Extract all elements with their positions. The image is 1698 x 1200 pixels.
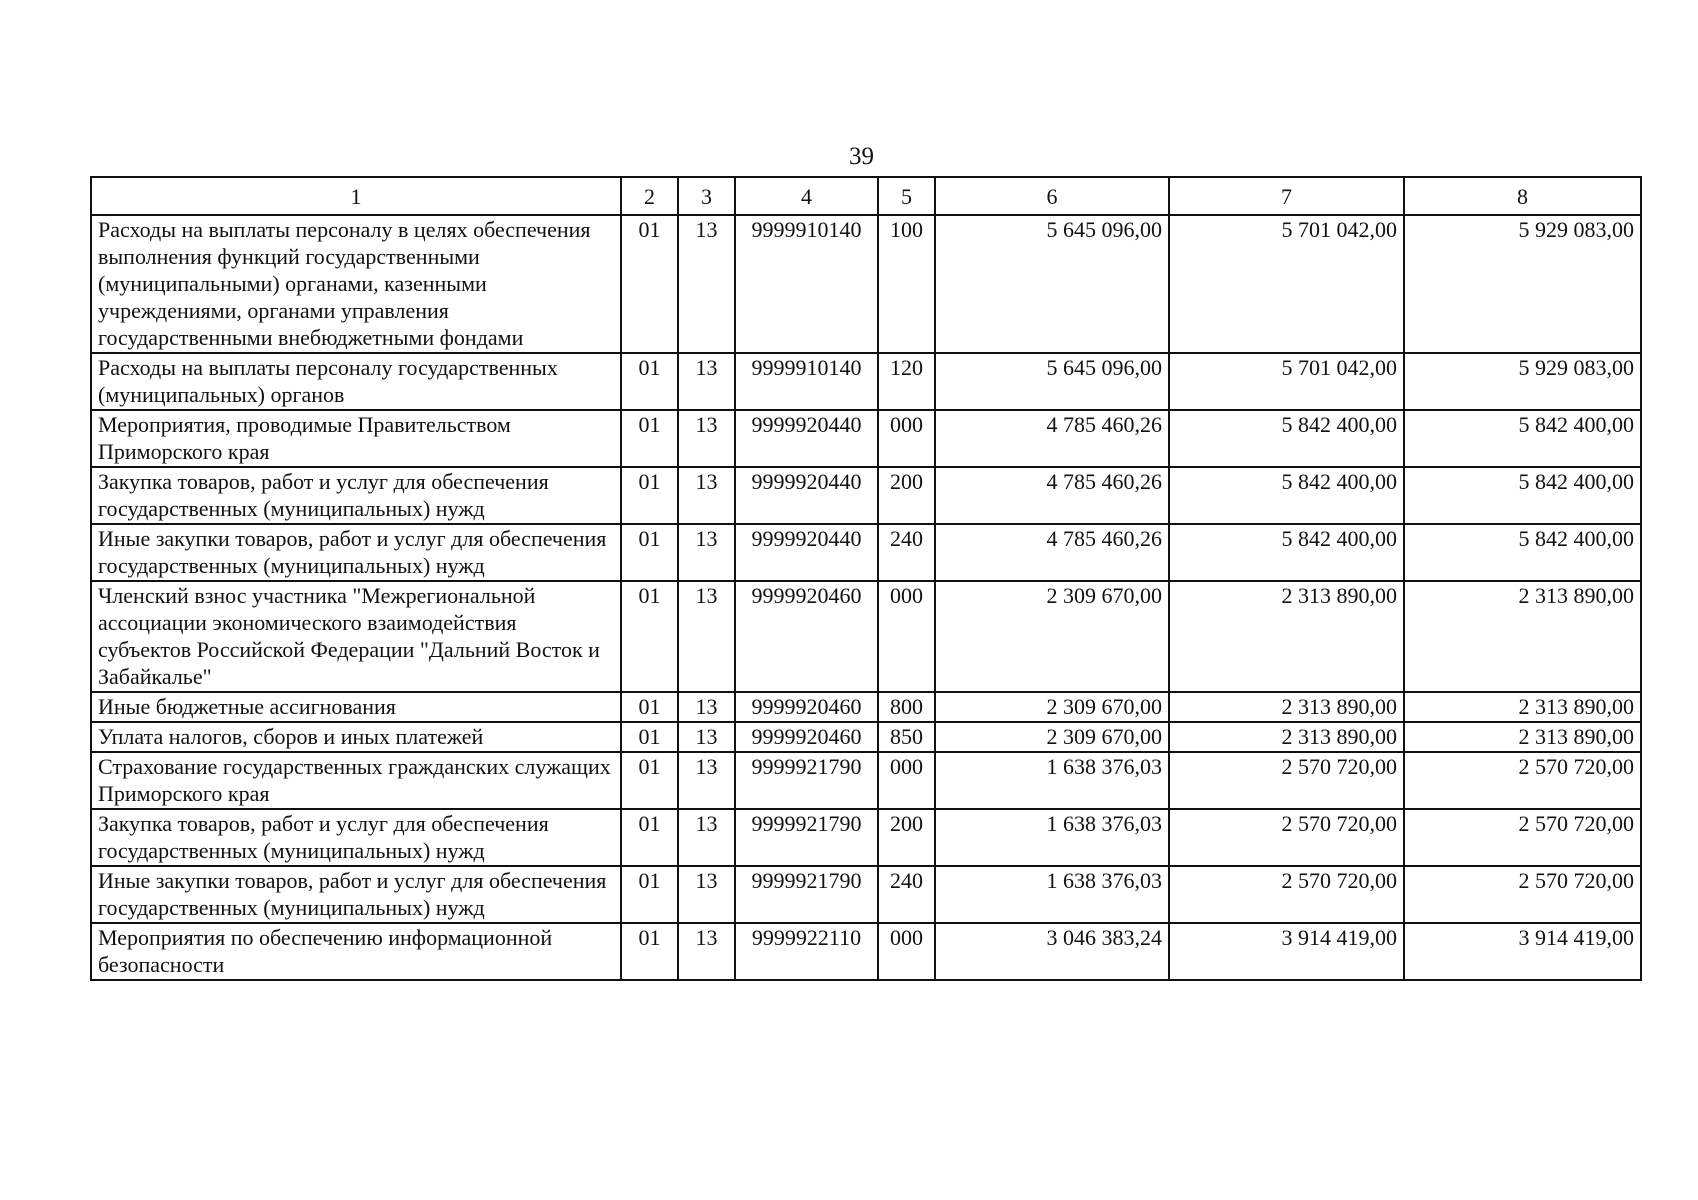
amount-col-7: 5 842 400,00 xyxy=(1169,410,1404,467)
amount-col-7: 2 313 890,00 xyxy=(1169,581,1404,692)
subsection-code: 13 xyxy=(678,752,735,809)
column-header: 8 xyxy=(1404,177,1641,215)
amount-col-8: 5 929 083,00 xyxy=(1404,353,1641,410)
target-article-code: 9999921790 xyxy=(735,752,878,809)
amount-col-8: 5 842 400,00 xyxy=(1404,524,1641,581)
amount-col-6: 1 638 376,03 xyxy=(935,809,1169,866)
row-name: Закупка товаров, работ и услуг для обеспечения государственных (муниципальных) нужд xyxy=(91,467,621,524)
row-name: Мероприятия, проводимые Правительством Приморского края xyxy=(91,410,621,467)
column-header: 5 xyxy=(878,177,935,215)
table-row xyxy=(91,581,1641,692)
target-article-code: 9999920460 xyxy=(735,722,878,752)
subsection-code: 13 xyxy=(678,722,735,752)
column-header: 7 xyxy=(1169,177,1404,215)
amount-col-6: 1 638 376,03 xyxy=(935,752,1169,809)
amount-col-6: 3 046 383,24 xyxy=(935,923,1169,980)
amount-col-8: 2 570 720,00 xyxy=(1404,752,1641,809)
target-article-code: 9999920460 xyxy=(735,581,878,692)
subsection-code: 13 xyxy=(678,581,735,692)
subsection-code: 13 xyxy=(678,809,735,866)
amount-col-8: 5 842 400,00 xyxy=(1404,410,1641,467)
section-code: 01 xyxy=(621,809,678,866)
subsection-code: 13 xyxy=(678,692,735,722)
amount-col-7: 5 842 400,00 xyxy=(1169,524,1404,581)
expense-type-code: 240 xyxy=(878,866,935,923)
table-row xyxy=(91,215,1641,353)
subsection-code: 13 xyxy=(678,410,735,467)
expense-type-code: 120 xyxy=(878,353,935,410)
expense-type-code: 200 xyxy=(878,467,935,524)
row-name: Иные закупки товаров, работ и услуг для обеспечения государственных (муниципальных) нужд xyxy=(91,866,621,923)
amount-col-6: 5 645 096,00 xyxy=(935,215,1169,353)
row-name: Страхование государственных гражданских служащих Приморского края xyxy=(91,752,621,809)
expense-type-code: 100 xyxy=(878,215,935,353)
amount-col-8: 3 914 419,00 xyxy=(1404,923,1641,980)
budget-table xyxy=(90,176,1642,981)
subsection-code: 13 xyxy=(678,215,735,353)
expense-type-code: 850 xyxy=(878,722,935,752)
subsection-code: 13 xyxy=(678,524,735,581)
amount-col-8: 2 570 720,00 xyxy=(1404,809,1641,866)
table-row xyxy=(91,809,1641,866)
column-header: 6 xyxy=(935,177,1169,215)
amount-col-8: 5 929 083,00 xyxy=(1404,215,1641,353)
section-code: 01 xyxy=(621,866,678,923)
expense-type-code: 800 xyxy=(878,692,935,722)
amount-col-6: 4 785 460,26 xyxy=(935,524,1169,581)
section-code: 01 xyxy=(621,410,678,467)
amount-col-7: 2 570 720,00 xyxy=(1169,866,1404,923)
amount-col-7: 2 313 890,00 xyxy=(1169,692,1404,722)
target-article-code: 9999921790 xyxy=(735,809,878,866)
row-name: Уплата налогов, сборов и иных платежей xyxy=(91,722,621,752)
amount-col-8: 2 313 890,00 xyxy=(1404,692,1641,722)
section-code: 01 xyxy=(621,692,678,722)
expense-type-code: 000 xyxy=(878,581,935,692)
amount-col-8: 2 570 720,00 xyxy=(1404,866,1641,923)
amount-col-8: 5 842 400,00 xyxy=(1404,467,1641,524)
table-row xyxy=(91,923,1641,980)
subsection-code: 13 xyxy=(678,353,735,410)
amount-col-8: 2 313 890,00 xyxy=(1404,722,1641,752)
section-code: 01 xyxy=(621,215,678,353)
page-number: 39 xyxy=(849,143,874,170)
row-name: Мероприятия по обеспечению информационной безопасности xyxy=(91,923,621,980)
column-header: 1 xyxy=(91,177,621,215)
table-row xyxy=(91,410,1641,467)
target-article-code: 9999921790 xyxy=(735,866,878,923)
table-row xyxy=(91,722,1641,752)
amount-col-7: 2 313 890,00 xyxy=(1169,722,1404,752)
table-row xyxy=(91,866,1641,923)
row-name: Членский взнос участника "Межрегиональной ассоциации экономического взаимодействия субъектов Российской Федерации "Дальний Восток и Забайкалье" xyxy=(91,581,621,692)
amount-col-7: 2 570 720,00 xyxy=(1169,752,1404,809)
target-article-code: 9999910140 xyxy=(735,353,878,410)
amount-col-6: 4 785 460,26 xyxy=(935,410,1169,467)
row-name: Закупка товаров, работ и услуг для обеспечения государственных (муниципальных) нужд xyxy=(91,809,621,866)
expense-type-code: 000 xyxy=(878,923,935,980)
amount-col-7: 5 701 042,00 xyxy=(1169,215,1404,353)
section-code: 01 xyxy=(621,524,678,581)
target-article-code: 9999920460 xyxy=(735,692,878,722)
amount-col-6: 2 309 670,00 xyxy=(935,581,1169,692)
row-name: Иные бюджетные ассигнования xyxy=(91,692,621,722)
subsection-code: 13 xyxy=(678,923,735,980)
target-article-code: 9999922110 xyxy=(735,923,878,980)
section-code: 01 xyxy=(621,752,678,809)
amount-col-7: 5 701 042,00 xyxy=(1169,353,1404,410)
target-article-code: 9999920440 xyxy=(735,467,878,524)
amount-col-6: 4 785 460,26 xyxy=(935,467,1169,524)
target-article-code: 9999920440 xyxy=(735,524,878,581)
target-article-code: 9999920440 xyxy=(735,410,878,467)
target-article-code: 9999910140 xyxy=(735,215,878,353)
table-row xyxy=(91,692,1641,722)
table-row xyxy=(91,752,1641,809)
section-code: 01 xyxy=(621,923,678,980)
amount-col-7: 5 842 400,00 xyxy=(1169,467,1404,524)
expense-type-code: 000 xyxy=(878,752,935,809)
column-header: 4 xyxy=(735,177,878,215)
section-code: 01 xyxy=(621,467,678,524)
row-name: Расходы на выплаты персоналу в целях обеспечения выполнения функций государственными (муниципальными) органами, казенными учреждениями, органами управления государственными внебюджетными фондами xyxy=(91,215,621,353)
column-header: 2 xyxy=(621,177,678,215)
amount-col-7: 2 570 720,00 xyxy=(1169,809,1404,866)
table-row xyxy=(91,467,1641,524)
expense-type-code: 000 xyxy=(878,410,935,467)
header-row xyxy=(91,177,1641,215)
amount-col-7: 3 914 419,00 xyxy=(1169,923,1404,980)
row-name: Расходы на выплаты персоналу государственных (муниципальных) органов xyxy=(91,353,621,410)
amount-col-6: 2 309 670,00 xyxy=(935,722,1169,752)
section-code: 01 xyxy=(621,581,678,692)
amount-col-8: 2 313 890,00 xyxy=(1404,581,1641,692)
amount-col-6: 5 645 096,00 xyxy=(935,353,1169,410)
subsection-code: 13 xyxy=(678,467,735,524)
column-header: 3 xyxy=(678,177,735,215)
row-name: Иные закупки товаров, работ и услуг для обеспечения государственных (муниципальных) нужд xyxy=(91,524,621,581)
expense-type-code: 240 xyxy=(878,524,935,581)
section-code: 01 xyxy=(621,722,678,752)
amount-col-6: 2 309 670,00 xyxy=(935,692,1169,722)
table-row xyxy=(91,353,1641,410)
subsection-code: 13 xyxy=(678,866,735,923)
amount-col-6: 1 638 376,03 xyxy=(935,866,1169,923)
expense-type-code: 200 xyxy=(878,809,935,866)
section-code: 01 xyxy=(621,353,678,410)
table-row xyxy=(91,524,1641,581)
